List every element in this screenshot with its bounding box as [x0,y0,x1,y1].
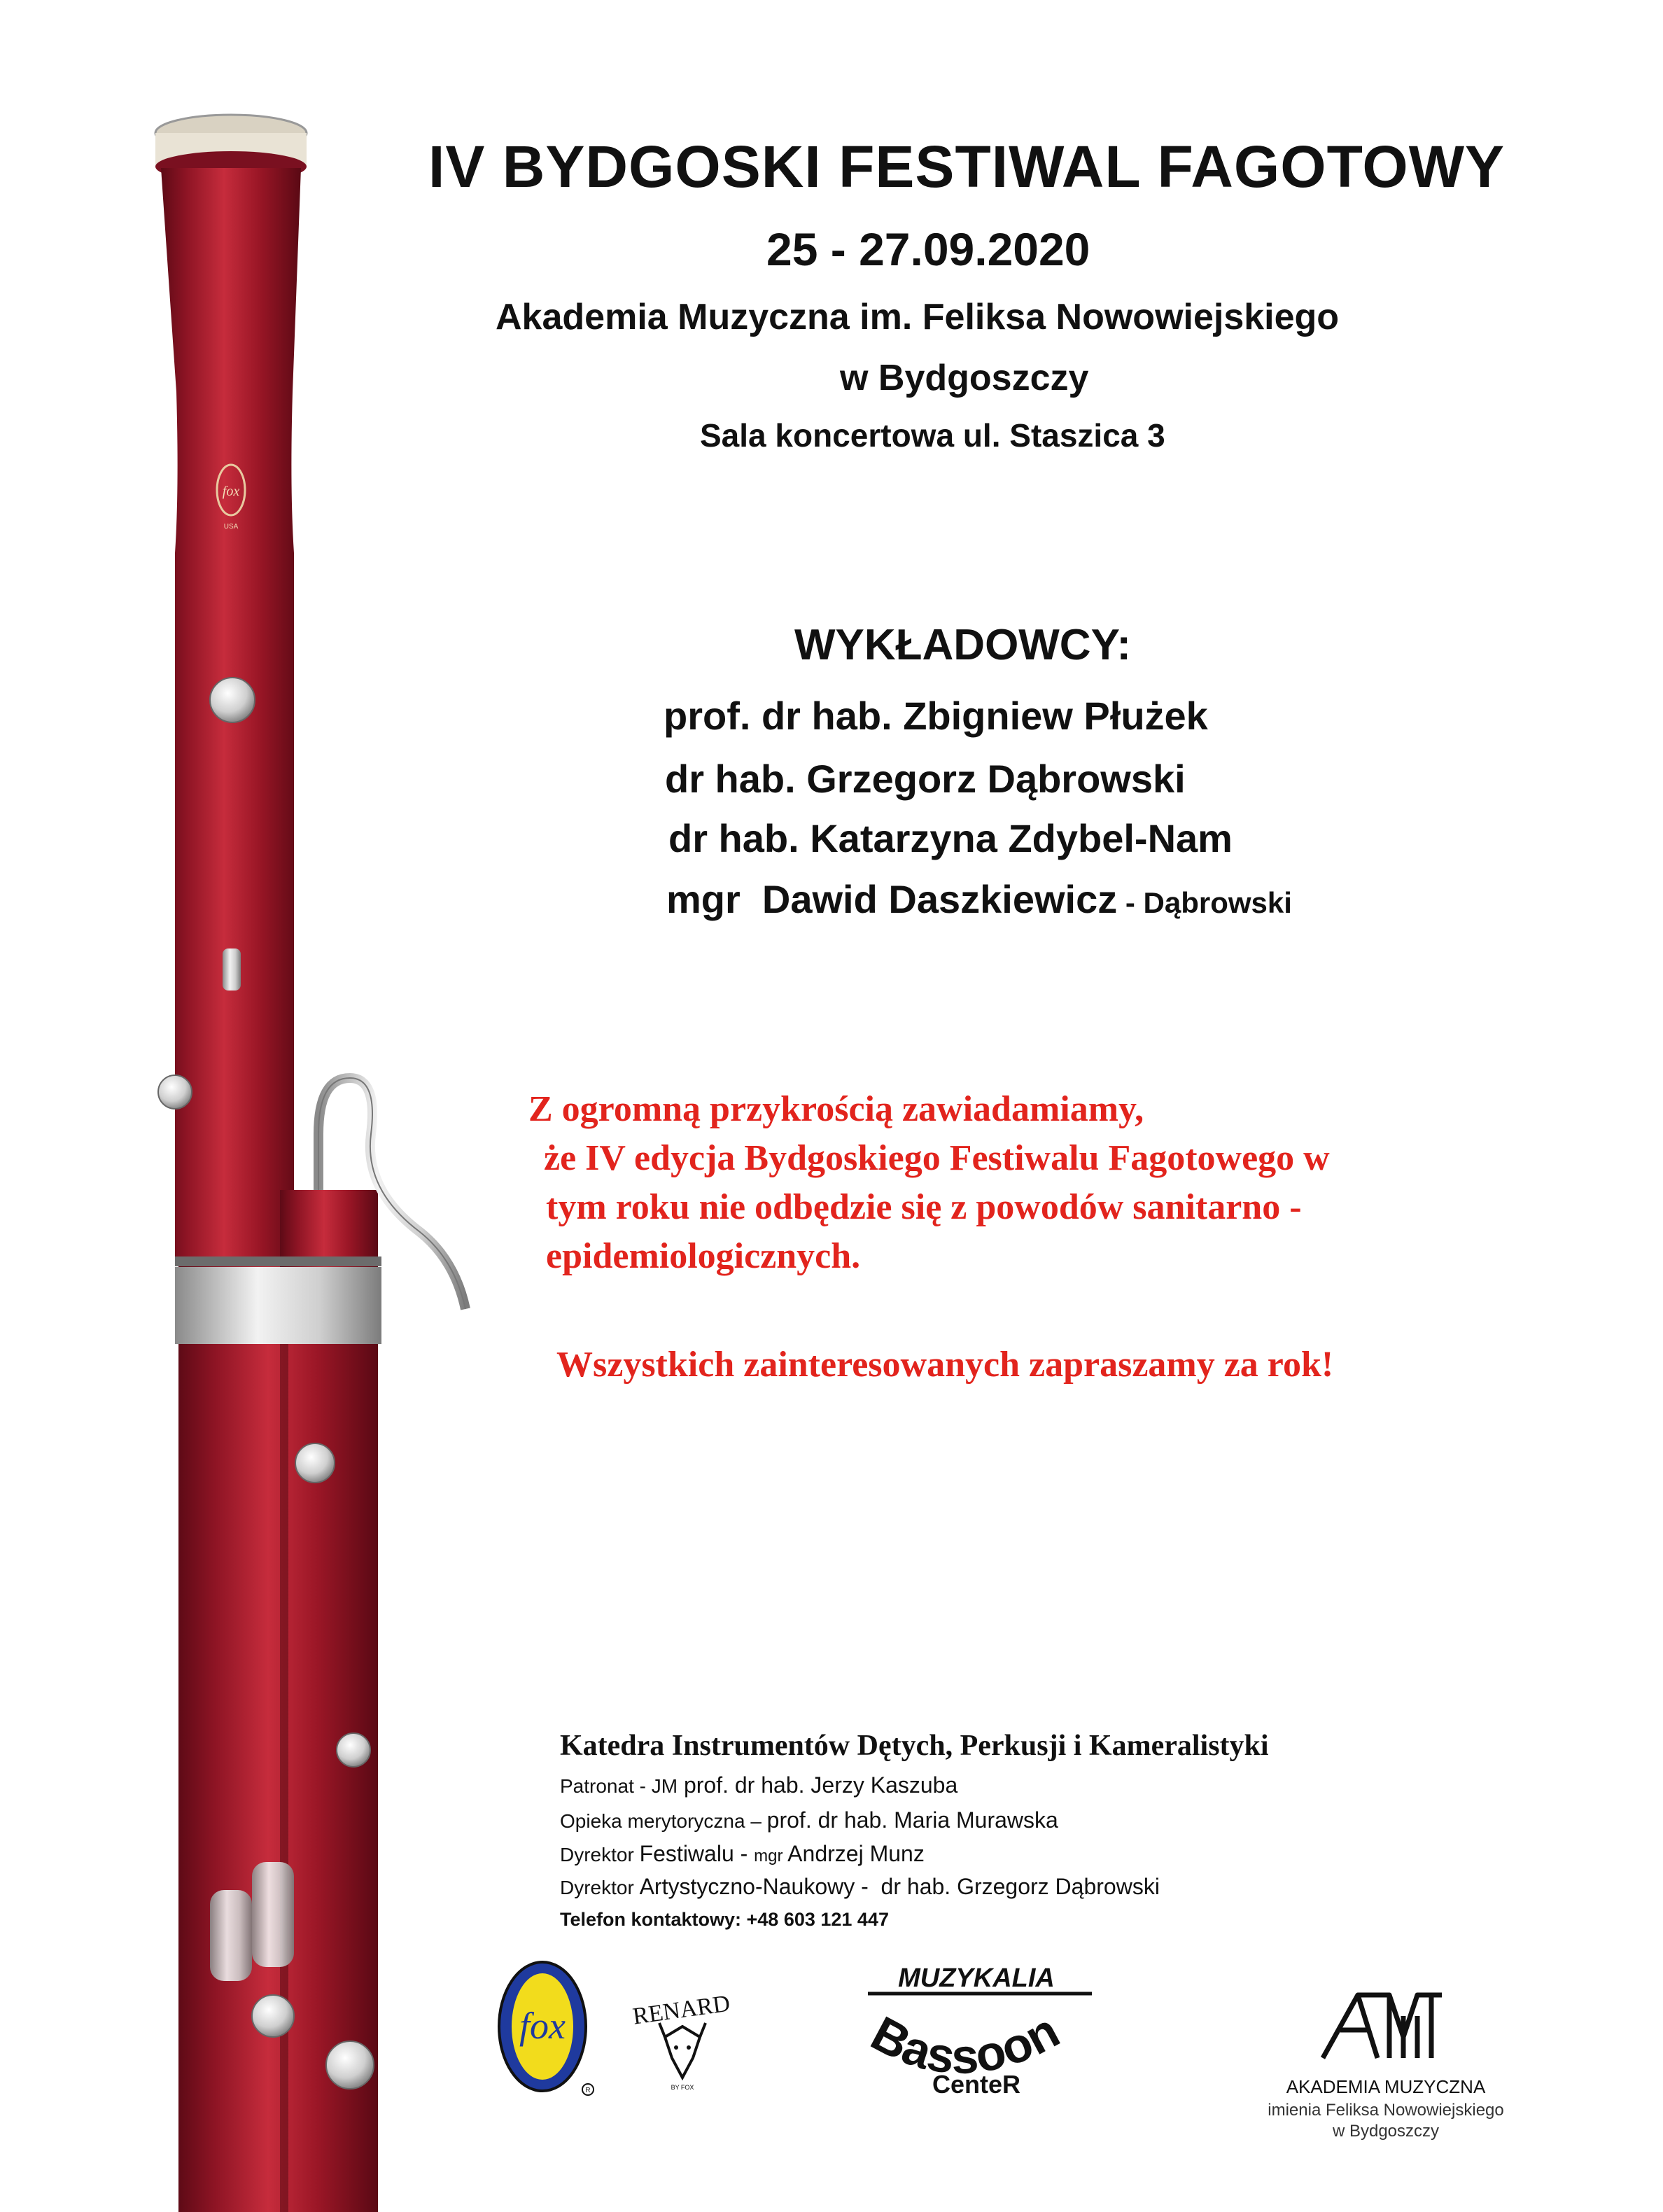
renard-logo [616,1988,756,2093]
festival-dates: 25 - 27.09.2020 [766,223,1090,275]
fox-logo [490,1960,602,2100]
care-label: Opieka merytoryczna – [560,1810,767,1832]
lecturer-4 [666,876,1292,922]
bassoon-arc-text: Bassoon [862,2003,1068,2085]
department-name: Katedra Instrumentów Dętych, Perkusji i Kameralistyki [560,1730,1269,1762]
fox-logo-text: fox [519,2005,566,2047]
venue-line-3: Sala koncertowa ul. Staszica 3 [700,417,1165,454]
bassoon-image [0,0,490,2212]
director-line [560,1841,925,1867]
contact-phone: Telefon kontaktowy: +48 603 121 447 [560,1909,889,1930]
akademia-name: AKADEMIA MUZYCZNA [1286,2076,1486,2097]
lecturer-4-name: mgr Dawid Daszkiewicz [666,877,1118,921]
lecturer-3: dr hab. Katarzyna Zdybel-Nam [668,816,1233,860]
akademia-sub-1: imienia Feliksa Nowowiejskiego [1268,2101,1504,2120]
akademia-sub-2: w Bydgoszczy [1332,2122,1440,2141]
notice-line-3: tym roku nie odbędzie się z powodów sanitarno - [546,1187,1302,1227]
festival-title: IV BYDGOSKI FESTIWAL FAGOTOWY [428,134,1506,200]
director-title: mgr [754,1847,788,1865]
art-director-mid: Artystyczno-Naukowy - [639,1874,875,1899]
director-mid: Festiwalu - [639,1841,755,1866]
registered-icon: R [585,2087,591,2094]
muzykalia-text: MUZYKALIA [898,1963,1055,1993]
care-name: prof. dr hab. Maria Murawska [766,1807,1058,1833]
akademia-logo [1218,1981,1554,2142]
venue-line-2: w Bydgoszczy [840,358,1089,398]
fox-usa-mark: USA [223,523,239,531]
patron-label: Patronat - JM [560,1775,678,1797]
lecturer-2: dr hab. Grzegorz Dąbrowski [665,757,1186,801]
art-director-name: dr hab. Grzegorz Dąbrowski [874,1874,1160,1899]
center-text: CenteR [932,2070,1021,2099]
lecturer-1: prof. dr hab. Zbigniew Płużek [664,694,1208,738]
fox-body-mark: fox [222,484,240,499]
renard-logo-text: RENARD [631,1990,732,2030]
patron-line [560,1772,957,1798]
lecturers-heading: WYKŁADOWCY: [794,621,1131,669]
renard-sub-text: BY FOX [671,2084,694,2091]
care-line [560,1807,1058,1833]
notice-line-2: że IV edycja Bydgoskiego Festiwalu Fagotowego w [544,1138,1330,1178]
director-name: Andrzej Munz [787,1841,925,1866]
notice-line-4: epidemiologicznych. [546,1236,861,1276]
venue-line-1: Akademia Muzyczna im. Feliksa Nowowiejskiego [496,297,1340,337]
patron-name: prof. dr hab. Jerzy Kaszuba [678,1772,958,1798]
director-label: Dyrektor [560,1844,640,1865]
bassoon-center-logo [826,1953,1134,2121]
lecturer-4-suffix: - Dąbrowski [1117,886,1292,919]
art-director-label: Dyrektor [560,1877,640,1898]
notice-invite: Wszystkich zainteresowanych zapraszamy za rok! [556,1345,1334,1385]
art-director-line [560,1874,1160,1900]
notice-line-1: Z ogromną przykrością zawiadamiamy, [528,1089,1144,1129]
